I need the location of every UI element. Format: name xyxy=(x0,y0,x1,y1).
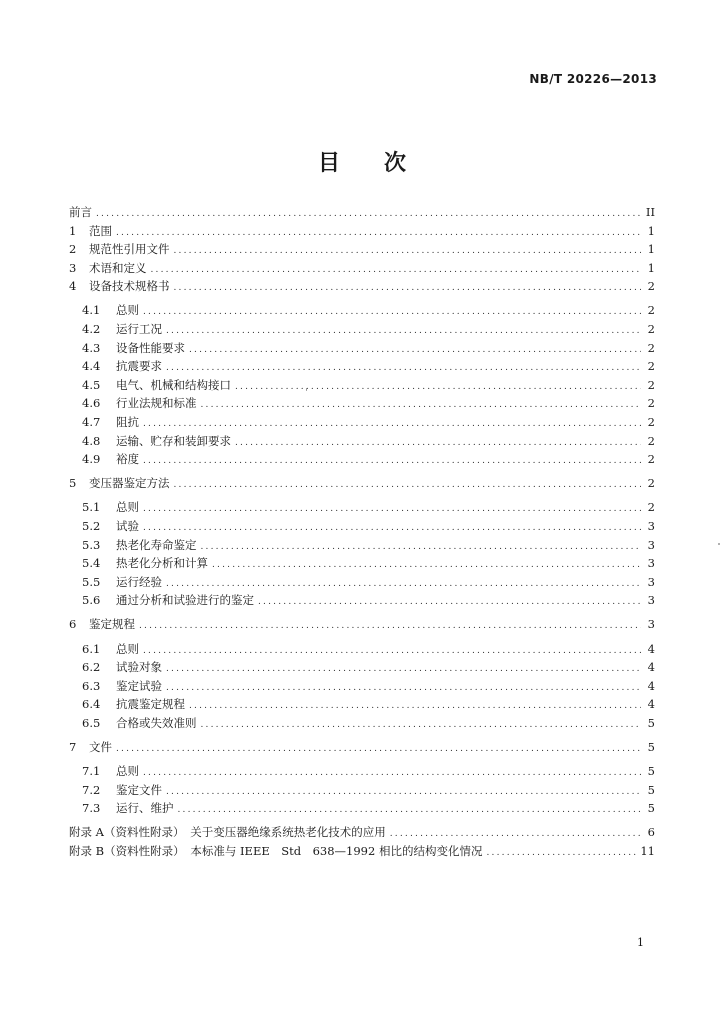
toc-leader-dots xyxy=(174,279,642,298)
toc-entry-page: 3 xyxy=(647,617,655,632)
toc-entry-page: 2 xyxy=(647,433,655,448)
toc-entry-label: 热老化分析和计算 xyxy=(116,556,208,571)
toc-entry-page: 2 xyxy=(647,359,655,374)
toc-entry-page: 2 xyxy=(647,340,655,355)
toc-entry-page: 5 xyxy=(647,782,655,797)
toc-entry-number: 5.4 xyxy=(82,556,101,571)
toc-entry-number: 4.8 xyxy=(82,433,101,448)
toc-entry-page: 5 xyxy=(647,764,655,779)
toc-entry-page: 2 xyxy=(647,322,655,337)
toc-entry-label: 运行工况 xyxy=(116,322,162,337)
toc-entry-label: 规范性引用文件 xyxy=(89,242,170,257)
toc-entry-number: 4.5 xyxy=(82,377,101,392)
toc-entry-number: 4.3 xyxy=(82,340,101,355)
toc-entry-label: 鉴定文件 xyxy=(116,782,162,797)
toc-leader-dots xyxy=(189,697,641,716)
toc-entry-page: 1 xyxy=(647,223,655,238)
toc-leader-dots xyxy=(201,396,642,415)
toc-leader-dots xyxy=(143,500,641,519)
toc-entry xyxy=(69,640,655,659)
toc-leader-dots xyxy=(139,617,641,636)
toc-entry xyxy=(69,357,655,376)
toc-leader-dots xyxy=(116,224,641,243)
toc-entry xyxy=(69,450,655,469)
toc-leader-dots xyxy=(166,359,641,378)
toc-leader-dots xyxy=(96,205,641,224)
table-of-contents xyxy=(69,203,655,861)
toc-entry xyxy=(69,517,655,536)
toc-entry-label: 总则 xyxy=(116,764,139,779)
toc-entry-number: 4.7 xyxy=(82,415,101,430)
page-title: 目 次 xyxy=(317,151,406,176)
toc-entry-label: 鉴定试验 xyxy=(116,678,162,693)
toc-entry xyxy=(69,615,655,634)
toc-entry xyxy=(69,554,655,573)
toc-entry-label: 试验 xyxy=(116,519,139,533)
toc-entry xyxy=(69,658,655,677)
toc-entry-number: 6.5 xyxy=(82,715,101,730)
toc-entry-page: 1 xyxy=(647,260,655,275)
toc-leader-dots xyxy=(166,783,641,802)
toc-entry-page: 3 xyxy=(647,593,655,608)
toc-entry-number: 4.6 xyxy=(82,396,101,411)
toc-entry-label: 抗震鉴定规程 xyxy=(116,697,185,712)
toc-leader-dots xyxy=(143,519,641,538)
toc-entry xyxy=(69,695,655,714)
toc-entry xyxy=(69,799,655,818)
toc-entry-number: 5.6 xyxy=(82,593,101,608)
toc-entry-label: 阻抗 xyxy=(116,415,139,430)
toc-entry-page: 2 xyxy=(647,476,655,491)
scan-speck xyxy=(306,388,307,391)
toc-entry-page: 3 xyxy=(647,556,655,571)
toc-entry-label: 裕度 xyxy=(116,452,139,467)
toc-entry xyxy=(69,738,655,757)
toc-entry-label: 运行、维护 xyxy=(116,801,174,816)
toc-entry xyxy=(69,222,655,241)
toc-entry-number: 7 xyxy=(69,740,77,755)
toc-entry-page: 4 xyxy=(647,660,655,675)
toc-entry-number: 6.1 xyxy=(82,641,101,656)
toc-entry-label: 合格或失效准则 xyxy=(116,715,197,730)
toc-entry-number: 5.5 xyxy=(82,574,101,589)
toc-entry xyxy=(69,823,655,842)
toc-entry-label: 运行经验 xyxy=(116,574,162,589)
toc-entry-label: 范围 xyxy=(89,223,112,238)
toc-leader-dots xyxy=(178,801,642,820)
toc-entry-page: 3 xyxy=(647,537,655,552)
toc-leader-dots xyxy=(143,764,641,783)
toc-leader-dots xyxy=(201,716,642,735)
toc-entry xyxy=(69,498,655,517)
toc-entry xyxy=(69,714,655,733)
toc-entry xyxy=(69,320,655,339)
toc-entry-number: 5.2 xyxy=(82,519,101,533)
toc-entry xyxy=(69,394,655,413)
toc-entry-number: 7.3 xyxy=(82,801,101,816)
toc-entry xyxy=(69,203,655,222)
toc-leader-dots xyxy=(174,476,642,495)
toc-entry-label: 附录 B（资料性附录） 本标准与 IEEE Std 638—1992 相比的结构变化情况 xyxy=(69,844,483,858)
toc-entry-number: 4 xyxy=(69,279,77,294)
toc-leader-dots xyxy=(486,844,636,863)
toc-entry-label: 试验对象 xyxy=(116,660,162,675)
toc-entry-label: 文件 xyxy=(89,740,112,755)
toc-entry-page: 3 xyxy=(647,519,655,533)
toc-entry xyxy=(69,591,655,610)
toc-entry-page: 2 xyxy=(647,415,655,430)
toc-entry xyxy=(69,474,655,493)
scan-speck xyxy=(718,543,720,545)
toc-entry xyxy=(69,536,655,555)
toc-entry-page: 5 xyxy=(647,740,655,755)
toc-entry-label: 总则 xyxy=(116,303,139,318)
toc-entry-label: 热老化寿命鉴定 xyxy=(116,537,197,552)
toc-entry xyxy=(69,240,655,259)
toc-entry-page: 2 xyxy=(647,279,655,294)
toc-entry-page: 2 xyxy=(647,396,655,411)
toc-entry-number: 1 xyxy=(69,223,77,238)
toc-entry xyxy=(69,781,655,800)
toc-entry-label: 变压器鉴定方法 xyxy=(89,476,170,491)
toc-leader-dots xyxy=(166,322,641,341)
toc-entry-label: 行业法规和标准 xyxy=(116,396,197,411)
toc-entry-page: 3 xyxy=(647,574,655,589)
page-number: 1 xyxy=(637,936,644,949)
toc-entry-page: 11 xyxy=(640,844,655,858)
toc-entry-label: 运输、贮存和装卸要求 xyxy=(116,433,231,448)
toc-entry-number: 7.1 xyxy=(82,764,101,779)
toc-leader-dots xyxy=(235,378,641,397)
toc-entry-label: 前言 xyxy=(69,205,92,219)
toc-entry-page: 2 xyxy=(647,377,655,392)
toc-entry-label: 鉴定规程 xyxy=(89,617,135,632)
toc-leader-dots xyxy=(143,303,641,322)
toc-leader-dots xyxy=(143,642,641,661)
toc-entry-page: 2 xyxy=(647,500,655,515)
toc-entry-page: 4 xyxy=(647,678,655,693)
toc-entry-number: 6 xyxy=(69,617,77,632)
toc-leader-dots xyxy=(189,341,641,360)
toc-leader-dots xyxy=(151,261,642,280)
toc-leader-dots xyxy=(166,679,641,698)
toc-entry xyxy=(69,277,655,296)
toc-entry-number: 7.2 xyxy=(82,782,101,797)
toc-entry-label: 设备技术规格书 xyxy=(89,279,170,294)
toc-leader-dots xyxy=(212,556,641,575)
toc-entry-number: 5 xyxy=(69,476,77,491)
toc-entry-number: 5.3 xyxy=(82,537,101,552)
toc-entry-number: 4.2 xyxy=(82,322,101,337)
toc-entry xyxy=(69,413,655,432)
toc-entry-number: 3 xyxy=(69,260,77,275)
toc-entry-label: 设备性能要求 xyxy=(116,340,185,355)
toc-entry-number: 4.9 xyxy=(82,452,101,467)
toc-entry xyxy=(69,573,655,592)
toc-entry-number: 4.1 xyxy=(82,303,101,318)
toc-entry-page: 5 xyxy=(647,715,655,730)
toc-entry-label: 总则 xyxy=(116,500,139,515)
toc-entry-page: 2 xyxy=(647,303,655,318)
toc-leader-dots xyxy=(201,538,642,557)
toc-entry-page: 6 xyxy=(647,825,655,840)
toc-entry xyxy=(69,432,655,451)
toc-entry-number: 5.1 xyxy=(82,500,101,515)
toc-entry-number: 2 xyxy=(69,242,77,257)
toc-leader-dots xyxy=(258,593,641,612)
toc-leader-dots xyxy=(235,434,641,453)
toc-entry-label: 附录 A（资料性附录） 关于变压器绝缘系统热老化技术的应用 xyxy=(69,825,386,840)
toc-entry xyxy=(69,762,655,781)
toc-leader-dots xyxy=(166,660,641,679)
toc-entry-label: 电气、机械和结构接口 xyxy=(116,377,231,392)
toc-entry xyxy=(69,677,655,696)
toc-entry-label: 总则 xyxy=(116,641,139,656)
toc-entry xyxy=(69,376,655,395)
toc-entry-number: 6.2 xyxy=(82,660,101,675)
toc-entry-page: 2 xyxy=(647,452,655,467)
toc-entry-number: 4.4 xyxy=(82,359,101,374)
toc-leader-dots xyxy=(116,740,641,759)
toc-entry xyxy=(69,339,655,358)
toc-entry-page: 4 xyxy=(647,641,655,656)
toc-entry xyxy=(69,842,655,861)
toc-entry-page: 1 xyxy=(647,242,655,257)
toc-entry-page: 4 xyxy=(647,697,655,712)
toc-entry-page: 5 xyxy=(647,801,655,816)
toc-entry-label: 术语和定义 xyxy=(89,260,147,275)
toc-entry-label: 通过分析和试验进行的鉴定 xyxy=(116,593,254,608)
toc-leader-dots xyxy=(143,452,641,471)
toc-entry xyxy=(69,301,655,320)
toc-entry-page: II xyxy=(645,205,655,219)
toc-entry-label: 抗震要求 xyxy=(116,359,162,374)
toc-leader-dots xyxy=(174,242,642,261)
standard-code: NB/T 20226—2013 xyxy=(529,72,657,86)
toc-entry-number: 6.3 xyxy=(82,678,101,693)
toc-entry-number: 6.4 xyxy=(82,697,101,712)
toc-entry xyxy=(69,259,655,278)
